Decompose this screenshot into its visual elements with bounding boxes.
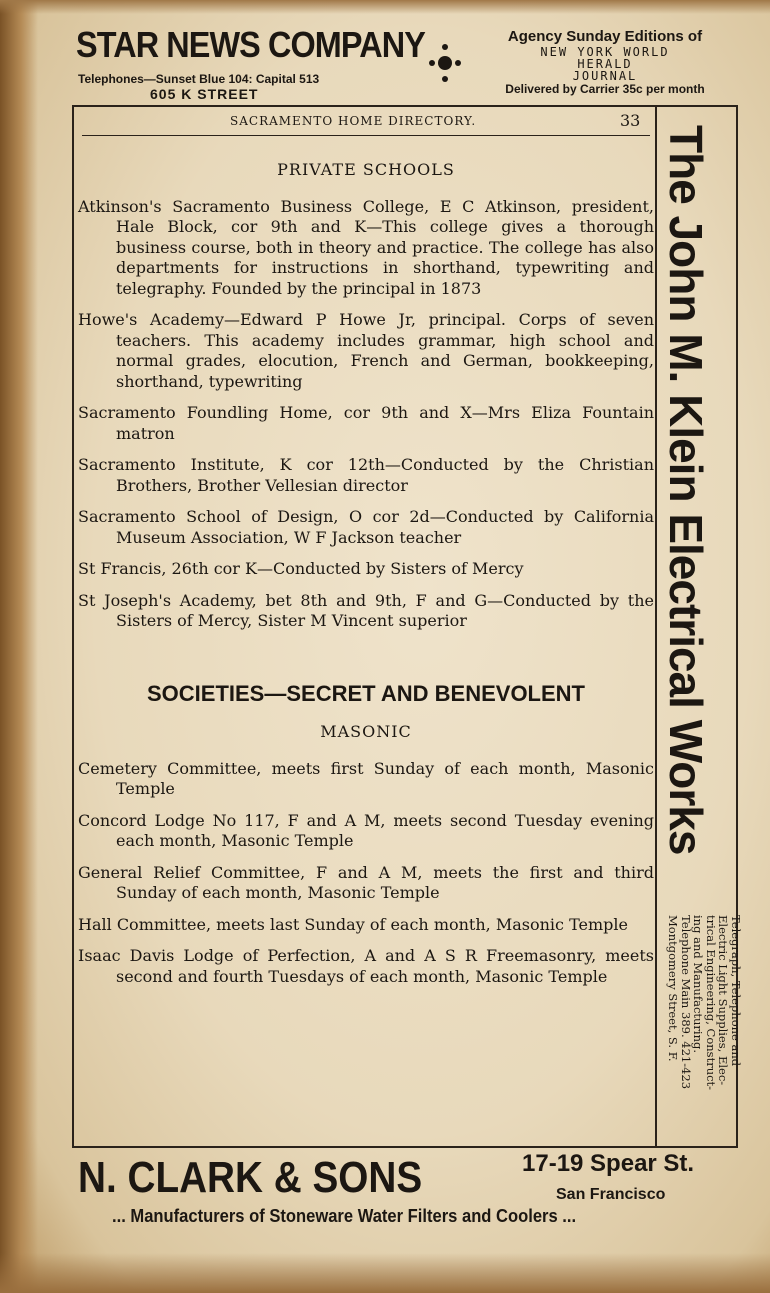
footer-company-name: N. CLARK & SONS	[78, 1153, 423, 1202]
side-ad-title: The John M. Klein Electrical Works	[660, 125, 712, 855]
footer-city: San Francisco	[556, 1186, 666, 1203]
header-paper-world: NEW YORK WORLD	[540, 45, 670, 59]
masonic-subheading: MASONIC	[320, 722, 412, 741]
side-ad-line: Montgomery Street, S. F.	[666, 915, 681, 1062]
side-ad-line: trical Engineering, Construct-	[704, 915, 718, 1091]
column-divider	[655, 105, 657, 1147]
list-item: Sacramento School of Design, O cor 2d—Conducted by California Museum Association, W F Jackson teacher	[78, 507, 654, 547]
ornament-icon	[426, 42, 464, 84]
header-paper-journal: JOURNAL	[572, 69, 638, 83]
page-number: 33	[620, 111, 641, 130]
list-item: Isaac Davis Lodge of Perfection, A and A S R Freemasonry, meets second and fourth Tuesdays of each month, Masonic Temple	[78, 946, 654, 986]
running-head-rule	[82, 135, 650, 136]
frame-top-rule	[72, 105, 738, 107]
side-ad-line: Telegraph, Telephone and	[729, 915, 743, 1067]
side-ad-line: ing and Manufacturing.	[691, 915, 706, 1054]
footer-tagline: ... Manufacturers of Stoneware Water Filters and Coolers ...	[112, 1206, 577, 1226]
footer-address: 17-19 Spear St.	[522, 1150, 695, 1177]
header-delivery: Delivered by Carrier 35c per month	[505, 82, 705, 96]
running-head-title: SACRAMENTO HOME DIRECTORY.	[230, 114, 477, 128]
list-item: St Joseph's Academy, bet 8th and 9th, F and G—Conducted by the Sisters of Mercy, Sister M Vincent superior	[78, 590, 654, 630]
header-phones: Telephones—Sunset Blue 104: Capital 513	[78, 72, 320, 86]
frame-left-rule	[72, 105, 74, 1147]
side-ad-description	[667, 915, 742, 1255]
directory-column	[78, 160, 654, 987]
list-item: Hall Committee, meets last Sunday of each month, Masonic Temple	[78, 914, 628, 934]
page-shadow-bottom	[0, 1253, 770, 1293]
header-paper-herald: HERALD	[577, 57, 633, 71]
list-item: St Francis, 26th cor K—Conducted by Sisters of Mercy	[78, 559, 524, 578]
running-head	[80, 112, 650, 130]
header-agency: Agency Sunday Editions of	[507, 28, 703, 45]
list-item: Concord Lodge No 117, F and A M, meets second Tuesday evening each month, Masonic Temple	[78, 810, 654, 850]
private-schools-heading: PRIVATE SCHOOLS	[277, 160, 455, 179]
list-item: Atkinson's Sacramento Business College, E C Atkinson, president, Hale Block, cor 9th and K—This college gives a thorough business course, both in theory and practice. The college has also departments for instructions in shorthand, typewriting and telegraphy. Founded by the principal in 1873	[78, 196, 654, 298]
page-shadow-top	[0, 0, 770, 14]
list-item: General Relief Committee, F and A M, meets the first and third Sunday of each month, Masonic Temple	[78, 862, 654, 902]
side-advertisement	[660, 125, 750, 1145]
societies-heading: SOCIETIES—SECRET AND BENEVOLENT	[146, 680, 585, 706]
list-item: Sacramento Foundling Home, cor 9th and X—Mrs Eliza Fountain matron	[78, 403, 654, 443]
page-shadow-left	[0, 0, 38, 1293]
header-street: 605 K STREET	[150, 86, 259, 102]
list-item: Cemetery Committee, meets first Sunday of each month, Masonic Temple	[78, 758, 654, 798]
side-ad-line: Telephone Main 389. 421-423	[679, 915, 693, 1090]
list-item: Howe's Academy—Edward P Howe Jr, principal. Corps of seven teachers. This academy includes grammar, high school and normal grades, elocution, French and German, bookkeeping, shorthand, typewriting	[78, 310, 654, 391]
list-item: Sacramento Institute, K cor 12th—Conducted by the Christian Brothers, Brother Vellesian director	[78, 455, 654, 495]
header-company-name: STAR NEWS COMPANY	[76, 24, 425, 65]
side-ad-line: Electric Light Supplies, Elec-	[716, 915, 731, 1086]
